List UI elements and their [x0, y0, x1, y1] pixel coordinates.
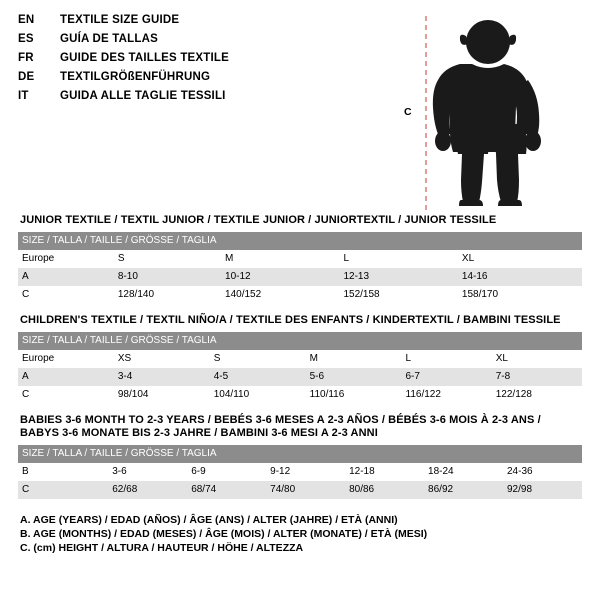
- cell: 7-8: [492, 368, 582, 386]
- legend: [18, 513, 582, 555]
- row-label: B: [18, 463, 108, 481]
- table-row: [18, 250, 582, 268]
- table-row: [18, 481, 582, 499]
- cell: 68/74: [187, 481, 266, 499]
- table-row: [18, 268, 582, 286]
- table-header-row: [18, 232, 582, 250]
- cell: S: [210, 350, 306, 368]
- cell: 12-18: [345, 463, 424, 481]
- legend-item-age-years: A. AGE (YEARS) / EDAD (AÑOS) / ÂGE (ANS) / ALTER (JAHRE) / ETÀ (ANNI): [20, 514, 398, 526]
- cell: 140/152: [221, 286, 339, 304]
- language-code: IT: [18, 90, 29, 102]
- cell: 10-12: [221, 268, 339, 286]
- row-label: C: [18, 286, 114, 304]
- language-row: [18, 33, 229, 52]
- cell: 80/86: [345, 481, 424, 499]
- cell: S: [114, 250, 221, 268]
- row-label: C: [18, 386, 114, 404]
- legend-item-age-months: B. AGE (MONTHS) / EDAD (MESES) / ÂGE (MOIS) / ALTER (MONATE) / ETÀ (MESI): [20, 528, 428, 540]
- language-code: EN: [18, 14, 35, 26]
- table-header-label: SIZE / TALLA / TAILLE / GRÖSSE / TAGLIA: [18, 332, 582, 350]
- cell: 8-10: [114, 268, 221, 286]
- cell: 3-4: [114, 368, 210, 386]
- language-title: GUÍA DE TALLAS: [60, 33, 158, 45]
- cell: 158/170: [458, 286, 582, 304]
- cell: 62/68: [108, 481, 187, 499]
- table-row: [18, 463, 582, 481]
- row-label: Europe: [18, 250, 114, 268]
- language-row: [18, 90, 229, 109]
- cell: 9-12: [266, 463, 345, 481]
- legend-item-height: C. (cm) HEIGHT / ALTURA / HAUTEUR / HÖHE / ALTEZZA: [20, 542, 304, 554]
- language-title: TEXTILE SIZE GUIDE: [60, 14, 180, 26]
- cell: 3-6: [108, 463, 187, 481]
- table-row: [18, 286, 582, 304]
- section-childrens-textile: [18, 308, 582, 404]
- row-label: Europe: [18, 350, 114, 368]
- cell: 152/158: [339, 286, 457, 304]
- table-header-label: SIZE / TALLA / TAILLE / GRÖSSE / TAGLIA: [18, 445, 582, 463]
- row-label: A: [18, 368, 114, 386]
- section-babies-textile: [18, 408, 582, 499]
- cell: 74/80: [266, 481, 345, 499]
- language-row: [18, 14, 229, 33]
- table-header-row: [18, 332, 582, 350]
- cell: 24-36: [503, 463, 582, 481]
- language-code: FR: [18, 52, 34, 64]
- table-row: [18, 368, 582, 386]
- language-title-list: [18, 14, 229, 109]
- language-code: ES: [18, 33, 34, 45]
- cell: 104/110: [210, 386, 306, 404]
- header: [18, 14, 582, 204]
- row-label: C: [18, 481, 108, 499]
- cell: 110/116: [306, 386, 402, 404]
- cell: L: [402, 350, 492, 368]
- children-size-table: [18, 332, 582, 404]
- cell: 128/140: [114, 286, 221, 304]
- babies-size-table: [18, 445, 582, 499]
- child-silhouette-figure: [404, 14, 572, 214]
- row-label: A: [18, 268, 114, 286]
- cell: XS: [114, 350, 210, 368]
- cell: L: [339, 250, 457, 268]
- section-title: BABIES 3-6 MONTH TO 2-3 YEARS / BEBÉS 3-6 MESES A 2-3 AÑOS / BÉBÉS 3-6 MOIS À 2-3 ANS / BABYS 3-6 MONATE BIS 2-3 JAHRE / BAMBINI 3-6 MESI A 2-3 ANNI: [20, 414, 541, 439]
- table-header-row: [18, 445, 582, 463]
- language-row: [18, 71, 229, 90]
- cell: XL: [492, 350, 582, 368]
- table-row: [18, 350, 582, 368]
- language-title: GUIDE DES TAILLES TEXTILE: [60, 52, 229, 64]
- cell: 92/98: [503, 481, 582, 499]
- cell: 98/104: [114, 386, 210, 404]
- cell: 4-5: [210, 368, 306, 386]
- cell: 6-9: [187, 463, 266, 481]
- height-measure-label: C: [404, 106, 412, 118]
- table-row: [18, 386, 582, 404]
- cell: 122/128: [492, 386, 582, 404]
- cell: M: [221, 250, 339, 268]
- cell: XL: [458, 250, 582, 268]
- section-title: JUNIOR TEXTILE / TEXTIL JUNIOR / TEXTILE JUNIOR / JUNIORTEXTIL / JUNIOR TESSILE: [20, 214, 497, 226]
- section-title: CHILDREN'S TEXTILE / TEXTIL NIÑO/A / TEXTILE DES ENFANTS / KINDERTEXTIL / BAMBINI TESSILE: [20, 314, 561, 326]
- cell: 116/122: [402, 386, 492, 404]
- language-row: [18, 52, 229, 71]
- section-junior-textile: [18, 208, 582, 304]
- cell: 6-7: [402, 368, 492, 386]
- junior-size-table: [18, 232, 582, 304]
- table-header-label: SIZE / TALLA / TAILLE / GRÖSSE / TAGLIA: [18, 232, 582, 250]
- cell: 12-13: [339, 268, 457, 286]
- cell: 18-24: [424, 463, 503, 481]
- child-silhouette-icon: [412, 14, 572, 214]
- cell: 14-16: [458, 268, 582, 286]
- cell: 5-6: [306, 368, 402, 386]
- language-title: TEXTILGRÖßENFÜHRUNG: [60, 71, 211, 83]
- cell: 86/92: [424, 481, 503, 499]
- language-code: DE: [18, 71, 35, 83]
- cell: M: [306, 350, 402, 368]
- language-title: GUIDA ALLE TAGLIE TESSILI: [60, 90, 226, 102]
